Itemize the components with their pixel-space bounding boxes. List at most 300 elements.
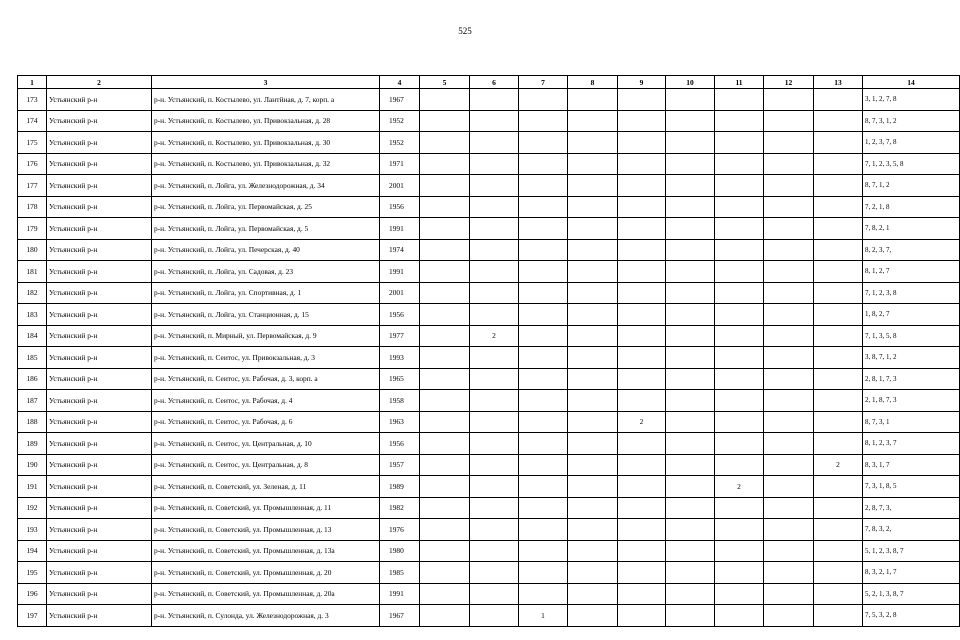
row-number: 175 [18,132,47,154]
col6-cell [470,368,519,390]
address-cell: р-н. Устьянский, п. Костылево, ул. Привокзальная, д. 32 [152,153,380,175]
address-cell: р-н. Устьянский, п. Советский, ул. Промышленная, д. 20 [152,562,380,584]
address-cell: р-н. Устьянский, п. Советский, ул. Промышленная, д. 11 [152,497,380,519]
col13-cell [814,282,863,304]
col5-cell [420,433,470,455]
col8-cell [568,390,618,412]
col5-cell [420,476,470,498]
col6-cell [470,282,519,304]
col8-cell [568,583,618,605]
year-cell: 1956 [380,196,420,218]
column-header-5: 5 [420,76,470,89]
col5-cell [420,196,470,218]
col12-cell [764,110,814,132]
col6-cell [470,519,519,541]
col13-cell: 2 [814,454,863,476]
col6-cell [470,261,519,283]
col5-cell [420,605,470,627]
row-number: 187 [18,390,47,412]
year-cell: 1967 [380,605,420,627]
year-cell: 2001 [380,175,420,197]
col5-cell [420,304,470,326]
col9-cell [618,347,666,369]
year-cell: 1991 [380,583,420,605]
col10-cell [666,411,715,433]
col5-cell [420,347,470,369]
col13-cell [814,562,863,584]
column-header-14: 14 [863,76,960,89]
col12-cell [764,175,814,197]
table-row [18,304,960,326]
table-row [18,368,960,390]
col13-cell [814,175,863,197]
col11-cell [715,368,764,390]
district-cell: Устьянский р-н [47,239,152,261]
codes-cell: 2, 8, 1, 7, 3 [863,368,960,390]
col13-cell [814,368,863,390]
row-number: 193 [18,519,47,541]
col13-cell [814,153,863,175]
year-cell: 1956 [380,304,420,326]
col13-cell [814,540,863,562]
col8-cell [568,239,618,261]
col7-cell [519,368,568,390]
col7-cell [519,497,568,519]
col8-cell [568,175,618,197]
col9-cell [618,304,666,326]
column-header-4: 4 [380,76,420,89]
address-cell: р-н. Устьянский, п. Костылево, ул. Лантйная, д. 7, корп. а [152,89,380,111]
page-number: 525 [458,26,472,36]
row-number: 179 [18,218,47,240]
col10-cell [666,497,715,519]
col13-cell [814,304,863,326]
address-cell: р-н. Устьянский, п. Советский, ул. Зеленая, д. 11 [152,476,380,498]
row-number: 184 [18,325,47,347]
col8-cell [568,368,618,390]
table-row [18,411,960,433]
address-cell: р-н. Устьянский, п. Сеитос, ул. Рабочая, д. 6 [152,411,380,433]
year-cell: 1982 [380,497,420,519]
table-row [18,261,960,283]
codes-cell: 8, 1, 2, 7 [863,261,960,283]
district-cell: Устьянский р-н [47,110,152,132]
col6-cell [470,476,519,498]
col6-cell [470,153,519,175]
col12-cell [764,282,814,304]
col10-cell [666,433,715,455]
col13-cell [814,132,863,154]
col7-cell [519,476,568,498]
col7-cell [519,110,568,132]
address-cell: р-н. Устьянский, п. Мирный, ул. Первомайская, д. 9 [152,325,380,347]
col11-cell [715,282,764,304]
row-number: 186 [18,368,47,390]
codes-cell: 8, 3, 2, 1, 7 [863,562,960,584]
codes-cell: 7, 5, 3, 2, 8 [863,605,960,627]
col5-cell [420,497,470,519]
codes-cell: 1, 2, 3, 7, 8 [863,132,960,154]
col8-cell [568,196,618,218]
year-cell: 1977 [380,325,420,347]
codes-cell: 7, 8, 3, 2, [863,519,960,541]
address-cell: р-н. Устьянский, п. Лойга, ул. Садовая, д. 23 [152,261,380,283]
col8-cell [568,433,618,455]
codes-cell: 7, 3, 1, 8, 5 [863,476,960,498]
district-cell: Устьянский р-н [47,433,152,455]
codes-cell: 5, 1, 2, 3, 8, 7 [863,540,960,562]
col10-cell [666,454,715,476]
col13-cell [814,583,863,605]
col7-cell [519,89,568,111]
col13-cell [814,325,863,347]
col12-cell [764,562,814,584]
row-number: 181 [18,261,47,283]
row-number: 197 [18,605,47,627]
col7-cell [519,282,568,304]
col6-cell [470,239,519,261]
year-cell: 1957 [380,454,420,476]
col8-cell [568,218,618,240]
codes-cell: 8, 1, 2, 3, 7 [863,433,960,455]
col9-cell [618,325,666,347]
district-cell: Устьянский р-н [47,304,152,326]
col13-cell [814,196,863,218]
col11-cell: 2 [715,476,764,498]
year-cell: 1974 [380,239,420,261]
col13-cell [814,239,863,261]
col12-cell [764,605,814,627]
col10-cell [666,261,715,283]
year-cell: 1985 [380,562,420,584]
col12-cell [764,132,814,154]
codes-cell: 3, 1, 2, 7, 8 [863,89,960,111]
col7-cell [519,454,568,476]
row-number: 178 [18,196,47,218]
col6-cell [470,304,519,326]
col11-cell [715,583,764,605]
col7-cell [519,153,568,175]
district-cell: Устьянский р-н [47,476,152,498]
col7-cell [519,583,568,605]
col9-cell [618,132,666,154]
col11-cell [715,347,764,369]
col7-cell [519,562,568,584]
row-number: 192 [18,497,47,519]
col11-cell [715,325,764,347]
col8-cell [568,110,618,132]
table-row [18,153,960,175]
year-cell: 1967 [380,89,420,111]
address-cell: р-н. Устьянский, п. Лойга, ул. Станционная, д. 15 [152,304,380,326]
column-header-3: 3 [152,76,380,89]
col11-cell [715,304,764,326]
col5-cell [420,390,470,412]
col6-cell [470,175,519,197]
col12-cell [764,583,814,605]
district-cell: Устьянский р-н [47,196,152,218]
col5-cell [420,218,470,240]
col11-cell [715,605,764,627]
col11-cell [715,454,764,476]
col8-cell [568,605,618,627]
year-cell: 1993 [380,347,420,369]
col10-cell [666,519,715,541]
col8-cell [568,153,618,175]
col5-cell [420,583,470,605]
col9-cell [618,196,666,218]
row-number: 185 [18,347,47,369]
district-cell: Устьянский р-н [47,347,152,369]
address-cell: р-н. Устьянский, п. Лойга, ул. Первомайская, д. 5 [152,218,380,240]
row-number: 189 [18,433,47,455]
row-number: 176 [18,153,47,175]
col7-cell [519,519,568,541]
row-number: 196 [18,583,47,605]
codes-cell: 7, 8, 2, 1 [863,218,960,240]
col7-cell [519,261,568,283]
col7-cell [519,218,568,240]
column-number-header [18,76,960,89]
col11-cell [715,218,764,240]
district-cell: Устьянский р-н [47,583,152,605]
col11-cell [715,433,764,455]
address-cell: р-н. Устьянский, п. Сеитос, ул. Центральная, д. 8 [152,454,380,476]
col9-cell [618,497,666,519]
col5-cell [420,153,470,175]
codes-cell: 7, 1, 3, 5, 8 [863,325,960,347]
col11-cell [715,390,764,412]
codes-cell: 1, 8, 2, 7 [863,304,960,326]
codes-cell: 8, 7, 3, 1 [863,411,960,433]
col9-cell [618,562,666,584]
col9-cell [618,261,666,283]
row-number: 173 [18,89,47,111]
district-cell: Устьянский р-н [47,497,152,519]
col5-cell [420,540,470,562]
row-number: 191 [18,476,47,498]
col6-cell [470,411,519,433]
district-cell: Устьянский р-н [47,390,152,412]
col8-cell [568,132,618,154]
col6-cell [470,196,519,218]
col13-cell [814,519,863,541]
address-cell: р-н. Устьянский, п. Лойга, ул. Первомайская, д. 25 [152,196,380,218]
year-cell: 1971 [380,153,420,175]
year-cell: 1952 [380,110,420,132]
table-row [18,583,960,605]
col10-cell [666,605,715,627]
col11-cell [715,89,764,111]
col7-cell [519,132,568,154]
col5-cell [420,132,470,154]
col7-cell [519,239,568,261]
col12-cell [764,239,814,261]
codes-cell: 8, 2, 3, 7, [863,239,960,261]
col10-cell [666,476,715,498]
district-cell: Устьянский р-н [47,175,152,197]
col7-cell: 1 [519,605,568,627]
col7-cell [519,540,568,562]
col8-cell [568,411,618,433]
column-header-1: 1 [18,76,47,89]
col8-cell [568,540,618,562]
address-cell: р-н. Устьянский, п. Сеитос, ул. Рабочая, д. 4 [152,390,380,412]
col6-cell [470,433,519,455]
col5-cell [420,110,470,132]
district-cell: Устьянский р-н [47,282,152,304]
table-row [18,605,960,627]
col13-cell [814,110,863,132]
col10-cell [666,562,715,584]
address-cell: р-н. Устьянский, п. Костылево, ул. Привокзальная, д. 30 [152,132,380,154]
codes-cell: 2, 8, 7, 3, [863,497,960,519]
col12-cell [764,153,814,175]
column-header-13: 13 [814,76,863,89]
col10-cell [666,239,715,261]
district-cell: Устьянский р-н [47,153,152,175]
table-row [18,196,960,218]
col11-cell [715,562,764,584]
col5-cell [420,261,470,283]
address-cell: р-н. Устьянский, п. Сеитос, ул. Рабочая, д. 3, корп. а [152,368,380,390]
column-header-9: 9 [618,76,666,89]
col9-cell [618,175,666,197]
district-cell: Устьянский р-н [47,261,152,283]
col5-cell [420,89,470,111]
col10-cell [666,282,715,304]
district-cell: Устьянский р-н [47,562,152,584]
column-header-2: 2 [47,76,152,89]
district-cell: Устьянский р-н [47,411,152,433]
year-cell: 1965 [380,368,420,390]
col9-cell [618,454,666,476]
col10-cell [666,89,715,111]
col9-cell [618,368,666,390]
col11-cell [715,411,764,433]
col9-cell [618,476,666,498]
col6-cell [470,583,519,605]
col13-cell [814,433,863,455]
table-row [18,454,960,476]
col5-cell [420,519,470,541]
col12-cell [764,325,814,347]
district-cell: Устьянский р-н [47,540,152,562]
col10-cell [666,390,715,412]
col8-cell [568,497,618,519]
column-header-11: 11 [715,76,764,89]
col5-cell [420,239,470,261]
year-cell: 1989 [380,476,420,498]
col10-cell [666,196,715,218]
col13-cell [814,89,863,111]
district-cell: Устьянский р-н [47,325,152,347]
col13-cell [814,476,863,498]
col10-cell [666,304,715,326]
col9-cell [618,282,666,304]
col5-cell [420,282,470,304]
col6-cell [470,132,519,154]
col5-cell [420,175,470,197]
col6-cell [470,497,519,519]
col7-cell [519,304,568,326]
address-cell: р-н. Устьянский, п. Советский, ул. Промышленная, д. 13 [152,519,380,541]
col10-cell [666,175,715,197]
col12-cell [764,454,814,476]
col12-cell [764,368,814,390]
row-number: 195 [18,562,47,584]
col11-cell [715,175,764,197]
codes-cell: 7, 1, 2, 3, 8 [863,282,960,304]
row-number: 190 [18,454,47,476]
col9-cell [618,433,666,455]
col11-cell [715,110,764,132]
col7-cell [519,347,568,369]
address-cell: р-н. Устьянский, п. Сеитос, ул. Привокзальная, д. 3 [152,347,380,369]
table-row [18,132,960,154]
col7-cell [519,325,568,347]
table-row [18,540,960,562]
table-row [18,433,960,455]
col8-cell [568,304,618,326]
col12-cell [764,218,814,240]
col10-cell [666,218,715,240]
codes-cell: 8, 3, 1, 7 [863,454,960,476]
register-table-container [17,75,915,627]
col11-cell [715,132,764,154]
year-cell: 2001 [380,282,420,304]
table-row [18,519,960,541]
col9-cell [618,218,666,240]
address-cell: р-н. Устьянский, п. Советский, ул. Промышленная, д. 13а [152,540,380,562]
year-cell: 1976 [380,519,420,541]
table-body [18,89,960,627]
col7-cell [519,175,568,197]
row-number: 182 [18,282,47,304]
col13-cell [814,605,863,627]
col8-cell [568,282,618,304]
year-cell: 1958 [380,390,420,412]
year-cell: 1952 [380,132,420,154]
table-row [18,110,960,132]
col12-cell [764,540,814,562]
col11-cell [715,540,764,562]
col11-cell [715,196,764,218]
row-number: 188 [18,411,47,433]
year-cell: 1980 [380,540,420,562]
col11-cell [715,497,764,519]
district-cell: Устьянский р-н [47,368,152,390]
row-number: 183 [18,304,47,326]
codes-cell: 3, 8, 7, 1, 2 [863,347,960,369]
codes-cell: 7, 1, 2, 3, 5, 8 [863,153,960,175]
col12-cell [764,304,814,326]
row-number: 180 [18,239,47,261]
codes-cell: 8, 7, 1, 2 [863,175,960,197]
col10-cell [666,110,715,132]
column-header-6: 6 [470,76,519,89]
col8-cell [568,562,618,584]
row-number: 177 [18,175,47,197]
col5-cell [420,325,470,347]
table-row [18,175,960,197]
row-number: 194 [18,540,47,562]
col6-cell [470,89,519,111]
column-header-8: 8 [568,76,618,89]
table-row [18,89,960,111]
col5-cell [420,411,470,433]
col6-cell [470,605,519,627]
